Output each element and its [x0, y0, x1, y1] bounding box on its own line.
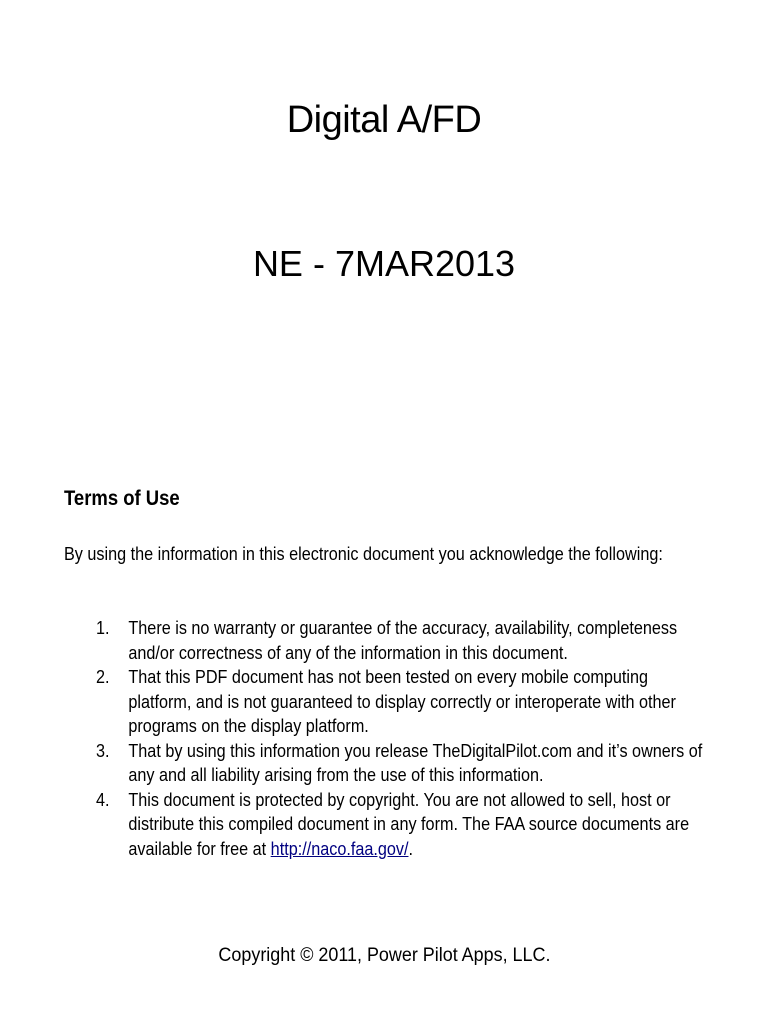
terms-item-text: [128, 788, 708, 862]
copyright-notice: [0, 942, 768, 968]
document-subtitle: NE - 7MAR2013: [252, 243, 516, 284]
terms-item: [96, 788, 708, 862]
terms-item-text: That this PDF document has not been tested on every mobile computing platform, and is not guaranteed to display correctly or interoperate with other programs on the display platform.: [128, 667, 676, 736]
terms-item: [96, 665, 708, 739]
copyright-text: Copyright © 2011, Power Pilot Apps, LLC.: [217, 944, 551, 966]
naco-faa-link[interactable]: http://naco.faa.gov/: [270, 838, 409, 859]
terms-item: [96, 616, 708, 665]
terms-heading: Terms of Use: [64, 487, 180, 510]
terms-item-number: 2.: [96, 667, 110, 687]
terms-item-number: 1.: [96, 618, 110, 638]
document-title: Digital A/FD: [286, 99, 482, 141]
terms-item-text: That by using this information you release TheDigitalPilot.com and it’s owners of any and all liability arising from the use of this information.: [128, 740, 703, 785]
terms-list: [96, 616, 708, 861]
terms-item-number: 4.: [96, 789, 110, 810]
terms-item: [96, 739, 708, 788]
terms-item-text-before-link: This document is protected by copyright. You are not allowed to sell, host or distribute this compiled document in any form. The FAA source documents are available for free at: [128, 789, 690, 859]
terms-intro: By using the information in this electronic document you acknowledge the following:: [64, 544, 663, 564]
terms-item-text: There is no warranty or guarantee of the accuracy, availability, completeness and/or correctness of any of the information in this document.: [128, 618, 678, 663]
terms-item-number: 3.: [96, 740, 110, 761]
terms-item-text-after-link: .: [408, 838, 413, 859]
